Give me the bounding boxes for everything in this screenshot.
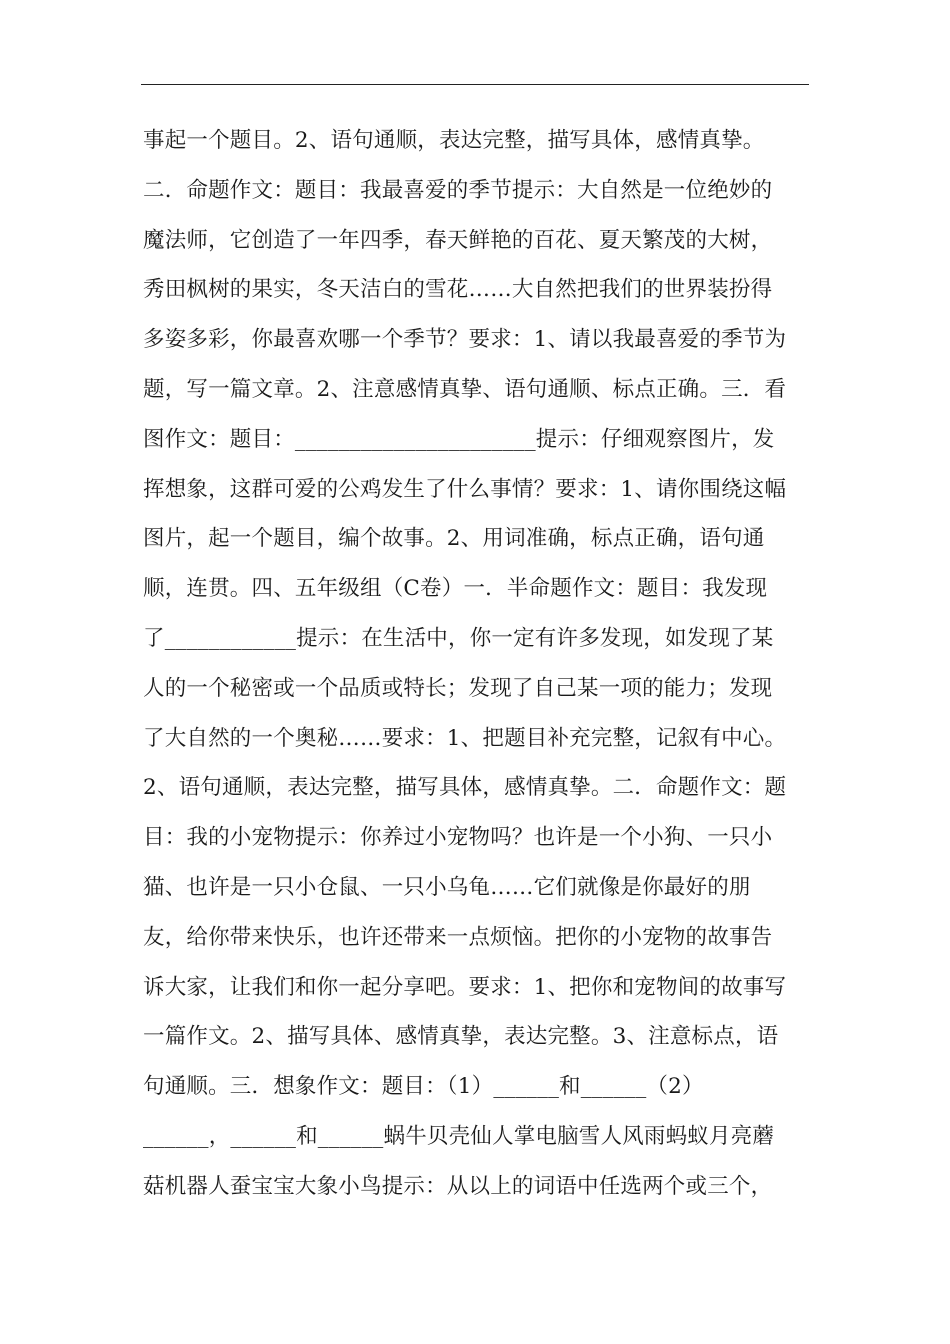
text-line: 挥想象，这群可爱的公鸡发生了什么事情？要求：1、请你围绕这幅 <box>143 476 787 502</box>
text-line: 秀田枫树的果实，冬天洁白的雪花……大自然把我们的世界装扮得 <box>143 277 773 303</box>
text-line: 一篇作文。2、描写具体、感情真挚，表达完整。3、注意标点，语 <box>143 1024 779 1050</box>
text-line: 2、语句通顺，表达完整，描写具体，感情真挚。二．命题作文：题 <box>143 775 787 801</box>
text-line: 句通顺。三．想象作文：题目：（1）______和______（2） <box>143 1074 704 1100</box>
text-line: 题，写一篇文章。2、注意感情真挚、语句通顺、标点正确。三．看 <box>143 376 787 402</box>
text-line: 了____________提示：在生活中，你一定有许多发现，如发现了某 <box>143 625 774 651</box>
text-line: 猫、也许是一只小仓鼠、一只小乌龟……它们就像是你最好的朋 <box>143 874 751 900</box>
text-line: 魔法师，它创造了一年四季，春天鲜艳的百花、夏天繁茂的大树， <box>143 227 773 253</box>
text-line: 事起一个题目。2、语句通顺，表达完整，描写具体，感情真挚。 <box>143 128 765 153</box>
text-line: ______，______和______蜗牛贝壳仙人掌电脑雪人风雨蚂蚁月亮蘑 <box>143 1123 775 1149</box>
text-line: 诉大家，让我们和你一起分享吧。要求：1、把你和宠物间的故事写 <box>143 974 787 1000</box>
text-line: 多姿多彩，你最喜欢哪一个季节？要求：1、请以我最喜爱的季节为 <box>143 327 787 353</box>
text-line: 图作文：题目：______________________提示：仔细观察图片，发 <box>143 426 775 452</box>
text-line: 了大自然的一个奥秘……要求：1、把题目补充完整，记叙有中心。 <box>143 725 787 751</box>
text-line: 图片，起一个题目，编个故事。2、用词准确，标点正确，语句通 <box>143 526 765 552</box>
text-line: 菇机器人蚕宝宝大象小鸟提示：从以上的词语中任选两个或三个， <box>143 1173 773 1199</box>
text-line: 目：我的小宠物提示：你养过小宠物吗？也许是一个小狗、一只小 <box>143 825 773 851</box>
text-line: 二．命题作文：题目：我最喜爱的季节提示：大自然是一位绝妙的 <box>143 177 773 203</box>
text-line: 友，给你带来快乐，也许还带来一点烦恼。把你的小宠物的故事告 <box>143 924 773 950</box>
body-text <box>143 116 813 1212</box>
text-line: 人的一个秘密或一个品质或特长；发现了自己某一项的能力；发现 <box>143 675 773 701</box>
header-rule <box>141 84 809 85</box>
text-line: 顺，连贯。四、五年级组（C卷）一．半命题作文：题目：我发现 <box>143 576 768 602</box>
